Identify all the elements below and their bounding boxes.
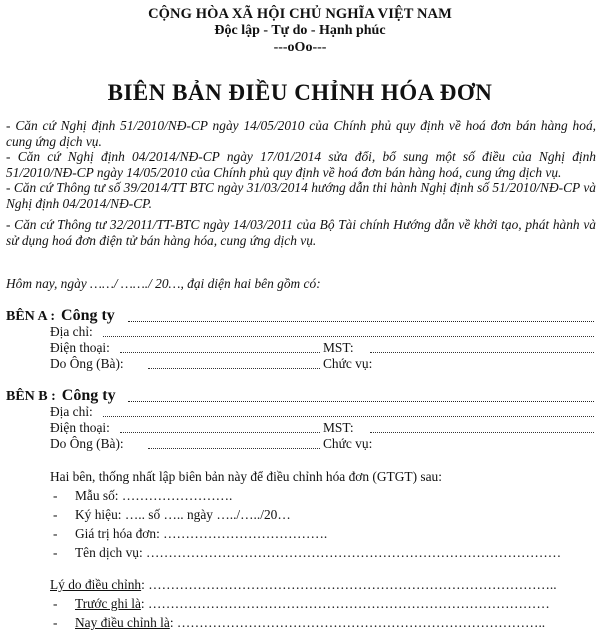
party-b-company-label: Công ty	[61, 387, 116, 404]
service-name: Tên dịch vụ: …………………………………………………………………………………	[75, 545, 562, 560]
before-value-field: : ………………………………………………………………………………	[140, 596, 550, 611]
party-b-tax-field[interactable]	[370, 432, 594, 433]
invoice-value: Giá trị hóa đơn: ……………………………….	[75, 526, 328, 541]
party-a-phone-label: Điện thoại:	[50, 340, 110, 355]
adjustment-reason-label: Lý do điều chỉnh	[50, 577, 142, 592]
legal-basis-item: - Căn cứ Nghị định 04/2014/NĐ-CP ngày 17/01/2014 sửa đổi, bổ sung một số điều của Nghị định 51/2010/NĐ-CP ngày 14/05/2010 của Chính phủ quy định về hoá đơn bán hàng hoá, cung ứng dịch vụ.	[6, 149, 596, 180]
bullet-dash: -	[53, 545, 58, 560]
nation-heading: CỘNG HÒA XÃ HỘI CHỦ NGHĨA VIỆT NAM	[148, 6, 452, 22]
party-b-heading	[6, 387, 116, 405]
party-a-position-label: Chức vụ:	[323, 356, 373, 371]
bullet-dash: -	[53, 526, 58, 541]
bullet-dash: -	[53, 507, 58, 522]
adjustment-reason	[50, 577, 557, 593]
meeting-line: Hôm nay, ngày ……/ ……./ 20…, đại diện hai bên gồm có:	[6, 276, 321, 291]
party-b-phone-label: Điện thoại:	[50, 420, 110, 435]
party-a-company-label: Công ty	[61, 307, 115, 324]
before-value	[75, 596, 550, 612]
party-a-phone-field[interactable]	[120, 352, 320, 353]
party-a-label: BÊN A :	[6, 309, 56, 324]
legal-basis-item: - Căn cứ Thông tư 32/2011/TT-BTC ngày 14/03/2011 của Bộ Tài chính Hướng dẫn về khởi tạo, phát hành và sử dụng hoá đơn điện tử bán hàng hóa, cung ứng dịch vụ.	[6, 217, 596, 248]
legal-basis-item: - Căn cứ Nghị định 51/2010/NĐ-CP ngày 14/05/2010 của Chính phủ quy định về hoá đơn bán hàng hoá, cung ứng dịch vụ.	[6, 118, 596, 149]
party-b-phone-field[interactable]	[120, 432, 320, 433]
motto: Độc lập - Tự do - Hạnh phúc	[214, 23, 386, 38]
party-a-address-label: Địa chỉ:	[50, 324, 93, 339]
after-value-field: : ………………………………………………………………………..	[169, 615, 546, 630]
party-a-rep-label: Do Ông (Bà):	[50, 356, 124, 371]
legal-basis-item: - Căn cứ Thông tư số 39/2014/TT BTC ngày 31/03/2014 hướng dẫn thi hành Nghị định số 51/2010/NĐ-CP và Nghị định 04/2014/NĐ-CP.	[6, 180, 596, 211]
party-b-rep-label: Do Ông (Bà):	[50, 436, 124, 451]
party-b-label: BÊN B :	[6, 389, 56, 404]
party-b-company-field[interactable]	[128, 401, 594, 402]
ornament: ---oOo---	[273, 40, 327, 55]
adjustment-reason-field: : ………………………………………………………………………………..	[141, 577, 557, 592]
bullet-dash: -	[53, 596, 58, 611]
party-b-position-label: Chức vụ:	[323, 436, 373, 451]
party-b-address-field[interactable]	[103, 416, 594, 417]
party-a-rep-field[interactable]	[148, 368, 320, 369]
agreement-intro: Hai bên, thống nhất lập biên bản này để điều chỉnh hóa đơn (GTGT) sau:	[50, 469, 442, 484]
party-a-address-field[interactable]	[103, 336, 594, 337]
invoice-form-number: Mẫu số: …………………….	[75, 488, 233, 503]
party-b-tax-label: MST:	[323, 420, 354, 435]
invoice-symbol-number-date: Ký hiệu: ….. số ….. ngày …../…../20…	[75, 507, 291, 522]
before-value-label: Trước ghi là	[75, 596, 141, 611]
party-a-heading	[6, 307, 115, 325]
bullet-dash: -	[53, 615, 58, 630]
party-a-tax-label: MST:	[323, 340, 354, 355]
legal-basis-list	[6, 118, 596, 248]
party-b-address-label: Địa chỉ:	[50, 404, 93, 419]
document-title: BIÊN BẢN ĐIỀU CHỈNH HÓA ĐƠN	[107, 80, 493, 105]
party-a-tax-field[interactable]	[370, 352, 594, 353]
after-value	[75, 615, 545, 631]
after-value-label: Nay điều chỉnh là	[75, 615, 170, 630]
party-b-rep-field[interactable]	[148, 448, 320, 449]
bullet-dash: -	[53, 488, 58, 503]
party-a-company-field[interactable]	[128, 321, 594, 322]
